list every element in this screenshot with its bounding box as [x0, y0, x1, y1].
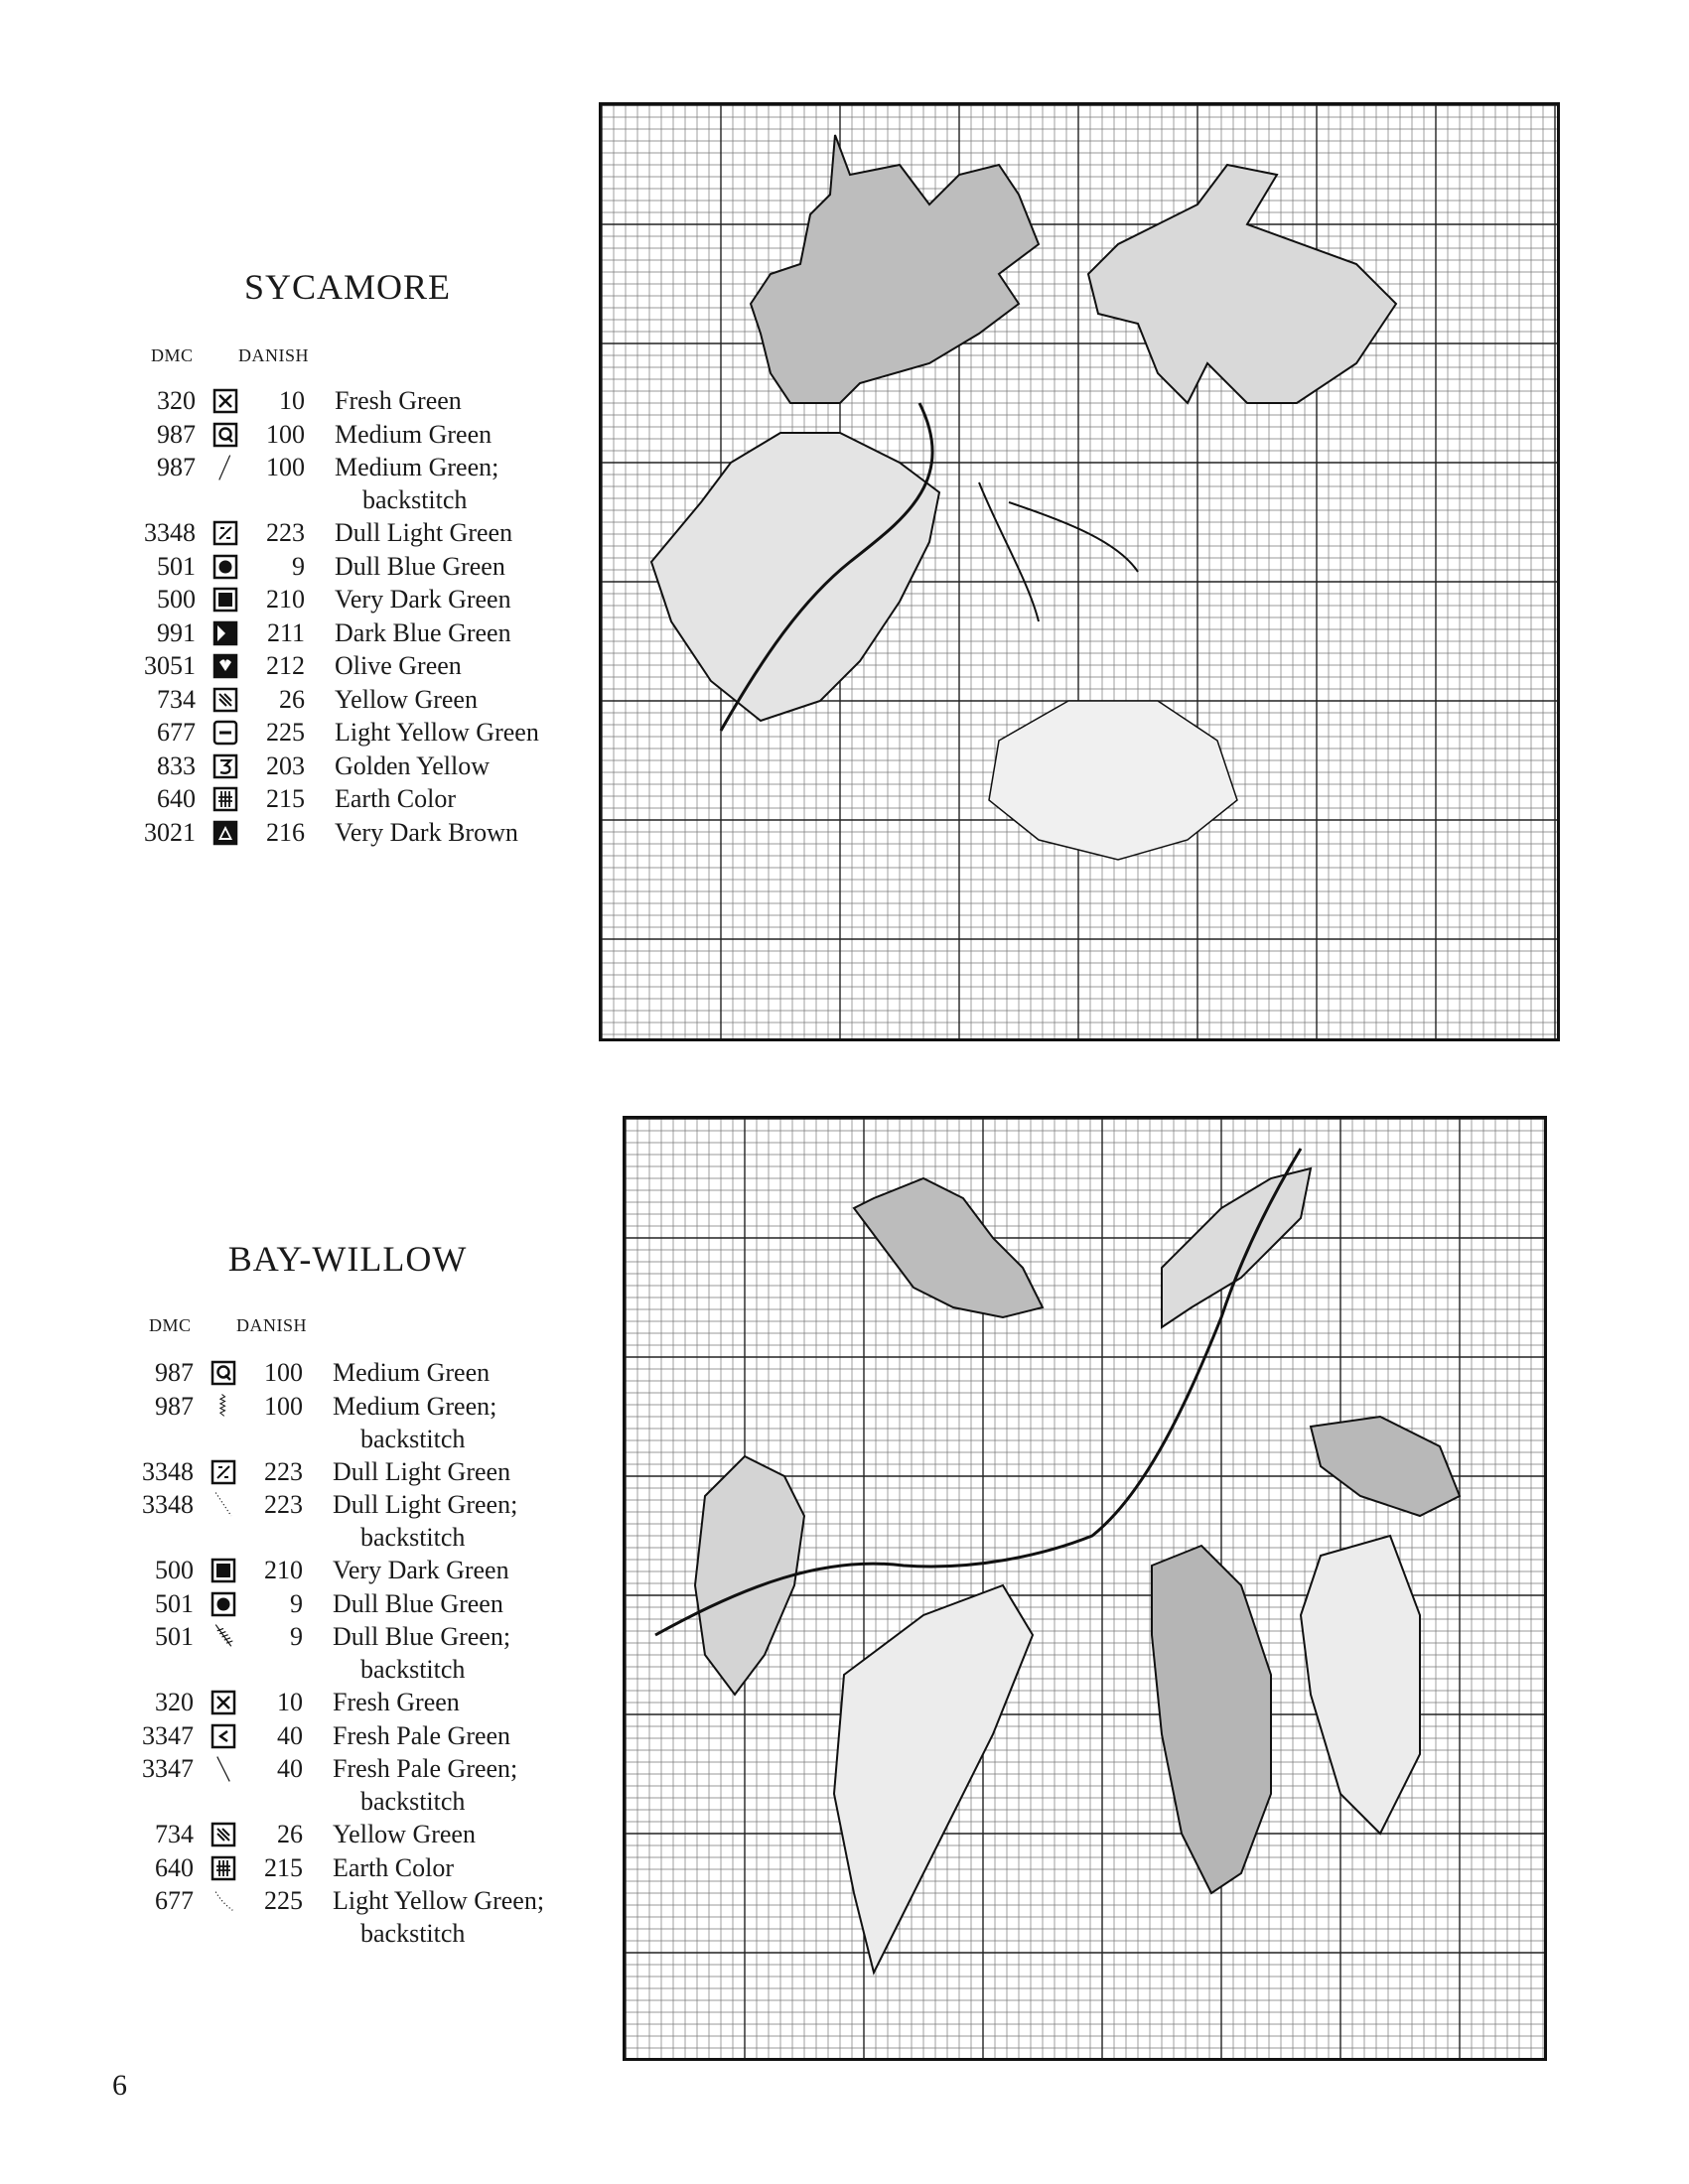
legend-dmc-number: 3347 [142, 1754, 194, 1783]
filled-box-icon [211, 586, 239, 614]
legend-danish-number: 100 [266, 419, 305, 449]
heart-box-icon [211, 652, 239, 680]
x-box-icon [211, 387, 239, 415]
dotted-curve-icon [210, 1887, 237, 1915]
legend-danish-number: 10 [277, 1688, 303, 1716]
legend-color-name: Fresh Green [333, 1688, 460, 1716]
legend-danish-number: 9 [292, 551, 305, 581]
sycamore-dmc-header: DMC [151, 345, 194, 365]
legend-danish-number: 216 [266, 817, 305, 847]
legend-dmc-number: 501 [157, 551, 196, 581]
page-number: 6 [112, 2069, 127, 2102]
legend-dmc-number: 3348 [142, 1456, 194, 1486]
legend-dmc-number: 987 [155, 1358, 194, 1387]
legend-color-name: Fresh Green [335, 386, 462, 415]
legend-color-name: Dull Blue Green [335, 551, 505, 581]
dotted-diagonal-icon [210, 1491, 237, 1519]
legend-dmc-number: 320 [157, 386, 196, 415]
q-box-icon [211, 421, 239, 449]
legend-color-name-continued: backstitch [360, 1655, 466, 1684]
sycamore-title: SYCAMORE [243, 267, 452, 307]
legend-color-name: Medium Green; [335, 453, 499, 481]
legend-dmc-number: 3348 [144, 518, 196, 547]
legend-color-name: Very Dark Brown [335, 817, 518, 847]
legend-danish-number: 210 [264, 1556, 303, 1584]
legend-color-name: Medium Green [333, 1358, 491, 1387]
legend-dmc-number: 833 [157, 751, 196, 780]
legend-color-name: Light Yellow Green [335, 718, 539, 747]
legend-danish-number: 223 [266, 518, 305, 547]
legend-dmc-number: 320 [155, 1688, 194, 1716]
legend-dmc-number: 640 [157, 784, 196, 813]
bowtie-box-icon [211, 619, 239, 647]
legend-color-name: Yellow Green [335, 684, 478, 714]
legend-danish-number: 40 [277, 1720, 303, 1750]
baywillow-leaf-dark-bottom [1152, 1546, 1271, 1893]
hash-box-icon [211, 785, 239, 813]
sycamore-leaf-dark-upper [751, 135, 1039, 403]
legend-color-name: Dull Light Green; [333, 1490, 518, 1519]
legend-color-name: Earth Color [333, 1852, 455, 1882]
baywillow-chart-drawing [626, 1119, 1544, 2058]
legend-danish-number: 210 [266, 585, 305, 614]
legend-color-name: Dull Light Green [335, 518, 513, 547]
z-box-icon [211, 519, 239, 547]
legend-color-name: Earth Color [335, 784, 457, 813]
baywillow-leaf-pale-right [1301, 1536, 1420, 1834]
legend-danish-number: 225 [264, 1886, 303, 1915]
c-box-icon [210, 1722, 237, 1750]
legend-color-name-continued: backstitch [362, 485, 468, 514]
legend-danish-number: 212 [266, 651, 305, 680]
legend-danish-number: 223 [264, 1456, 303, 1486]
legend-dmc-number: 501 [155, 1588, 194, 1618]
legend-color-name: Olive Green [335, 651, 462, 680]
legend-color-name: Medium Green; [333, 1391, 497, 1421]
legend-danish-number: 10 [279, 386, 305, 415]
q-box-icon [210, 1359, 237, 1387]
sycamore-legend [136, 384, 573, 851]
legend-color-name: Golden Yellow [335, 751, 491, 780]
dot-box-icon [210, 1590, 237, 1618]
legend-color-name: Fresh Pale Green; [333, 1754, 518, 1783]
legend-dmc-number: 987 [157, 453, 196, 481]
legend-color-name: Dark Blue Green [335, 617, 511, 647]
three-box-icon [211, 752, 239, 780]
n-box-icon [210, 1821, 237, 1848]
sycamore-chart [599, 102, 1560, 1041]
legend-dmc-number: 3051 [144, 651, 196, 680]
baywillow-leaf-dark-right [1311, 1417, 1460, 1516]
legend-color-name: Dull Light Green [333, 1456, 511, 1486]
legend-danish-number: 215 [264, 1852, 303, 1882]
n-box-icon [211, 686, 239, 714]
triangle-box-icon [211, 819, 239, 847]
legend-danish-number: 100 [266, 453, 305, 481]
legend-dmc-number: 3021 [144, 817, 196, 847]
legend-color-name: Yellow Green [333, 1820, 476, 1848]
zigzag-line-icon [210, 1393, 237, 1421]
legend-color-name-continued: backstitch [360, 1787, 466, 1816]
sycamore-leaf-left [651, 433, 939, 721]
baywillow-dmc-header: DMC [149, 1315, 192, 1335]
legend-dmc-number: 501 [155, 1622, 194, 1651]
legend-danish-number: 225 [266, 718, 305, 747]
legend-dmc-number: 677 [155, 1886, 194, 1915]
hatched-line-icon [210, 1623, 237, 1651]
legend-color-name: Fresh Pale Green [333, 1720, 511, 1750]
legend-danish-number: 26 [279, 684, 305, 714]
legend-color-name: Light Yellow Green; [333, 1886, 545, 1915]
dot-box-icon [211, 553, 239, 581]
legend-danish-number: 26 [277, 1820, 303, 1848]
baywillow-leaf-dark-top [854, 1178, 1043, 1317]
legend-danish-number: 100 [264, 1391, 303, 1421]
slash-line-icon [211, 454, 239, 481]
legend-color-name-continued: backstitch [360, 1523, 466, 1552]
z-box-icon [210, 1458, 237, 1486]
baywillow-leaf-right-top [1162, 1168, 1311, 1327]
backslash-line-icon [210, 1755, 237, 1783]
legend-dmc-number: 987 [157, 419, 196, 449]
baywillow-chart [623, 1116, 1547, 2061]
legend-dmc-number: 3347 [142, 1720, 194, 1750]
legend-danish-number: 215 [266, 784, 305, 813]
legend-danish-number: 100 [264, 1358, 303, 1387]
legend-color-name-continued: backstitch [360, 1424, 466, 1453]
baywillow-title: BAY-WILLOW [227, 1239, 468, 1279]
hash-box-icon [210, 1854, 237, 1882]
legend-color-name: Dull Blue Green [333, 1588, 503, 1618]
legend-danish-number: 223 [264, 1490, 303, 1519]
legend-dmc-number: 991 [157, 617, 196, 647]
legend-dmc-number: 640 [155, 1852, 194, 1882]
legend-dmc-number: 734 [157, 684, 196, 714]
sycamore-chart-drawing [602, 105, 1557, 1038]
legend-danish-number: 9 [290, 1588, 303, 1618]
legend-dmc-number: 987 [155, 1391, 194, 1421]
dash-box-icon [211, 719, 239, 747]
legend-color-name: Medium Green [335, 419, 493, 449]
legend-dmc-number: 734 [155, 1820, 194, 1848]
legend-color-name: Very Dark Green [335, 585, 511, 614]
x-box-icon [210, 1689, 237, 1716]
legend-color-name: Very Dark Green [333, 1556, 509, 1584]
legend-dmc-number: 3348 [142, 1490, 194, 1519]
legend-dmc-number: 500 [157, 585, 196, 614]
legend-danish-number: 40 [277, 1754, 303, 1783]
baywillow-danish-header: DANISH [236, 1315, 308, 1335]
legend-dmc-number: 677 [157, 718, 196, 747]
filled-box-icon [210, 1557, 237, 1584]
sycamore-danish-header: DANISH [238, 345, 310, 365]
legend-color-name-continued: backstitch [360, 1919, 466, 1948]
legend-danish-number: 9 [290, 1622, 303, 1651]
legend-dmc-number: 500 [155, 1556, 194, 1584]
legend-color-name: Dull Blue Green; [333, 1622, 511, 1651]
legend-danish-number: 203 [266, 751, 305, 780]
baywillow-legend [134, 1356, 591, 1952]
legend-danish-number: 211 [266, 617, 305, 647]
